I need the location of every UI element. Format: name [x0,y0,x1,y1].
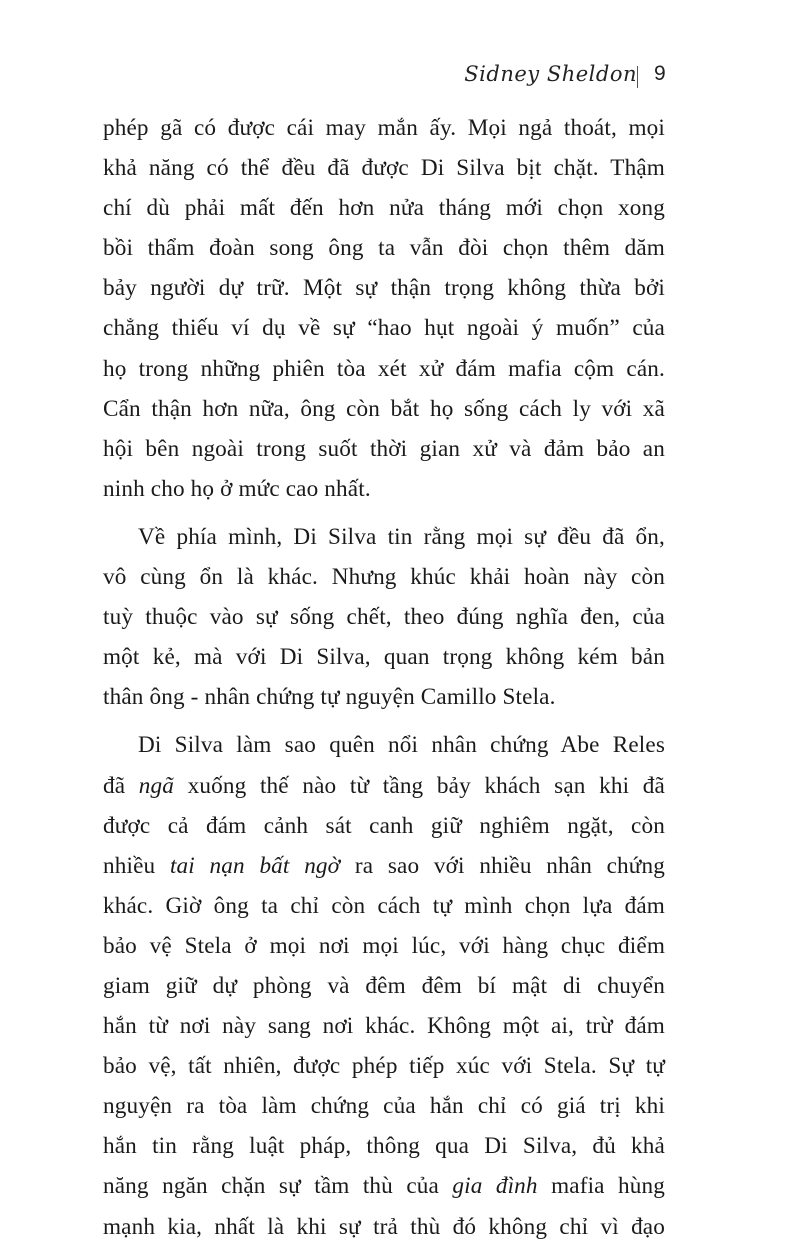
italic-emphasis: ngã [138,772,175,799]
text-line: Về phía mình, Di Silva tin rằng mọi sự đều đã ổn, [138,523,665,550]
text-line: khả năng có thể đều đã được Di Silva bịt chặt. Thậm [103,155,665,182]
text-line: chí dù phải mất đến hơn nửa tháng mới chọn xong [103,195,665,222]
text-line: họ trong những phiên tòa xét xử đám mafia cộm cán. [103,355,665,382]
text-line: Di Silva làm sao quên nổi nhân chứng Abe Reles [138,732,665,759]
text-line: nhiều tai nạn bất ngờ ra sao với nhiều nhân chứng [103,852,665,879]
text-line: tuỳ thuộc vào sự sống chết, theo đúng nghĩa đen, của [103,604,665,631]
text-line: Cẩn thận hơn nữa, ông còn bắt họ sống cách ly với xã [103,395,665,422]
text-line: bảy người dự trữ. Một sự thận trọng không thừa bởi [103,275,665,302]
running-header-author: Sidney Sheldon [464,62,637,86]
paragraph-gap [103,717,665,725]
text-line: chẳng thiếu ví dụ về sự “hao hụt ngoài ý muốn” của [103,315,665,342]
text-line: giam giữ dự phòng và đêm đêm bí mật di chuyển [103,972,665,999]
text-line: đã ngã xuống thế nào từ tầng bảy khách sạn khi đã [103,772,665,799]
paragraph [103,725,665,1246]
text-line: hội bên ngoài trong suốt thời gian xử và đảm bảo an [103,435,665,462]
text-line: mạnh kia, nhất là khi sự trả thù đó không chỉ vì đạo [103,1213,665,1240]
text-line: phép gã có được cái may mắn ấy. Mọi ngả thoát, mọi [103,115,665,141]
text-line: một kẻ, mà với Di Silva, quan trọng không kém bản [103,644,665,671]
header-divider [637,66,638,88]
text-line: bồi thẩm đoàn song ông ta vẫn đòi chọn thêm dăm [103,235,665,262]
italic-emphasis: gia đình [452,1173,538,1200]
paragraph-gap [103,509,665,517]
text-line: nguyện ra tòa làm chứng của hắn chỉ có giá trị khi [103,1093,665,1120]
text-line: được cả đám cảnh sát canh giữ nghiêm ngặt, còn [103,812,665,839]
paragraph [103,108,665,509]
text-line: hắn từ nơi này sang nơi khác. Không một ai, trừ đám [103,1013,665,1040]
text-line: bảo vệ, tất nhiên, được phép tiếp xúc với Stela. Sự tự [103,1053,665,1080]
text-line: thân ông - nhân chứng tự nguyện Camillo Stela. [103,684,556,711]
text-line: hắn tin rằng luật pháp, thông qua Di Silva, đủ khả [103,1133,665,1160]
page-body [103,108,665,1247]
text-line: vô cùng ổn là khác. Nhưng khúc khải hoàn này còn [103,564,665,591]
page-number: 9 [654,62,666,85]
text-line: ninh cho họ ở mức cao nhất. [103,475,371,502]
text-line: bảo vệ Stela ở mọi nơi mọi lúc, với hàng chục điểm [103,932,665,959]
text-line: khác. Giờ ông ta chỉ còn cách tự mình chọn lựa đám [103,892,665,919]
italic-emphasis: tai nạn bất ngờ [169,852,341,879]
paragraph [103,517,665,717]
text-line: năng ngăn chặn sự tầm thù của gia đình mafia hùng [103,1173,665,1200]
running-header [0,58,800,98]
